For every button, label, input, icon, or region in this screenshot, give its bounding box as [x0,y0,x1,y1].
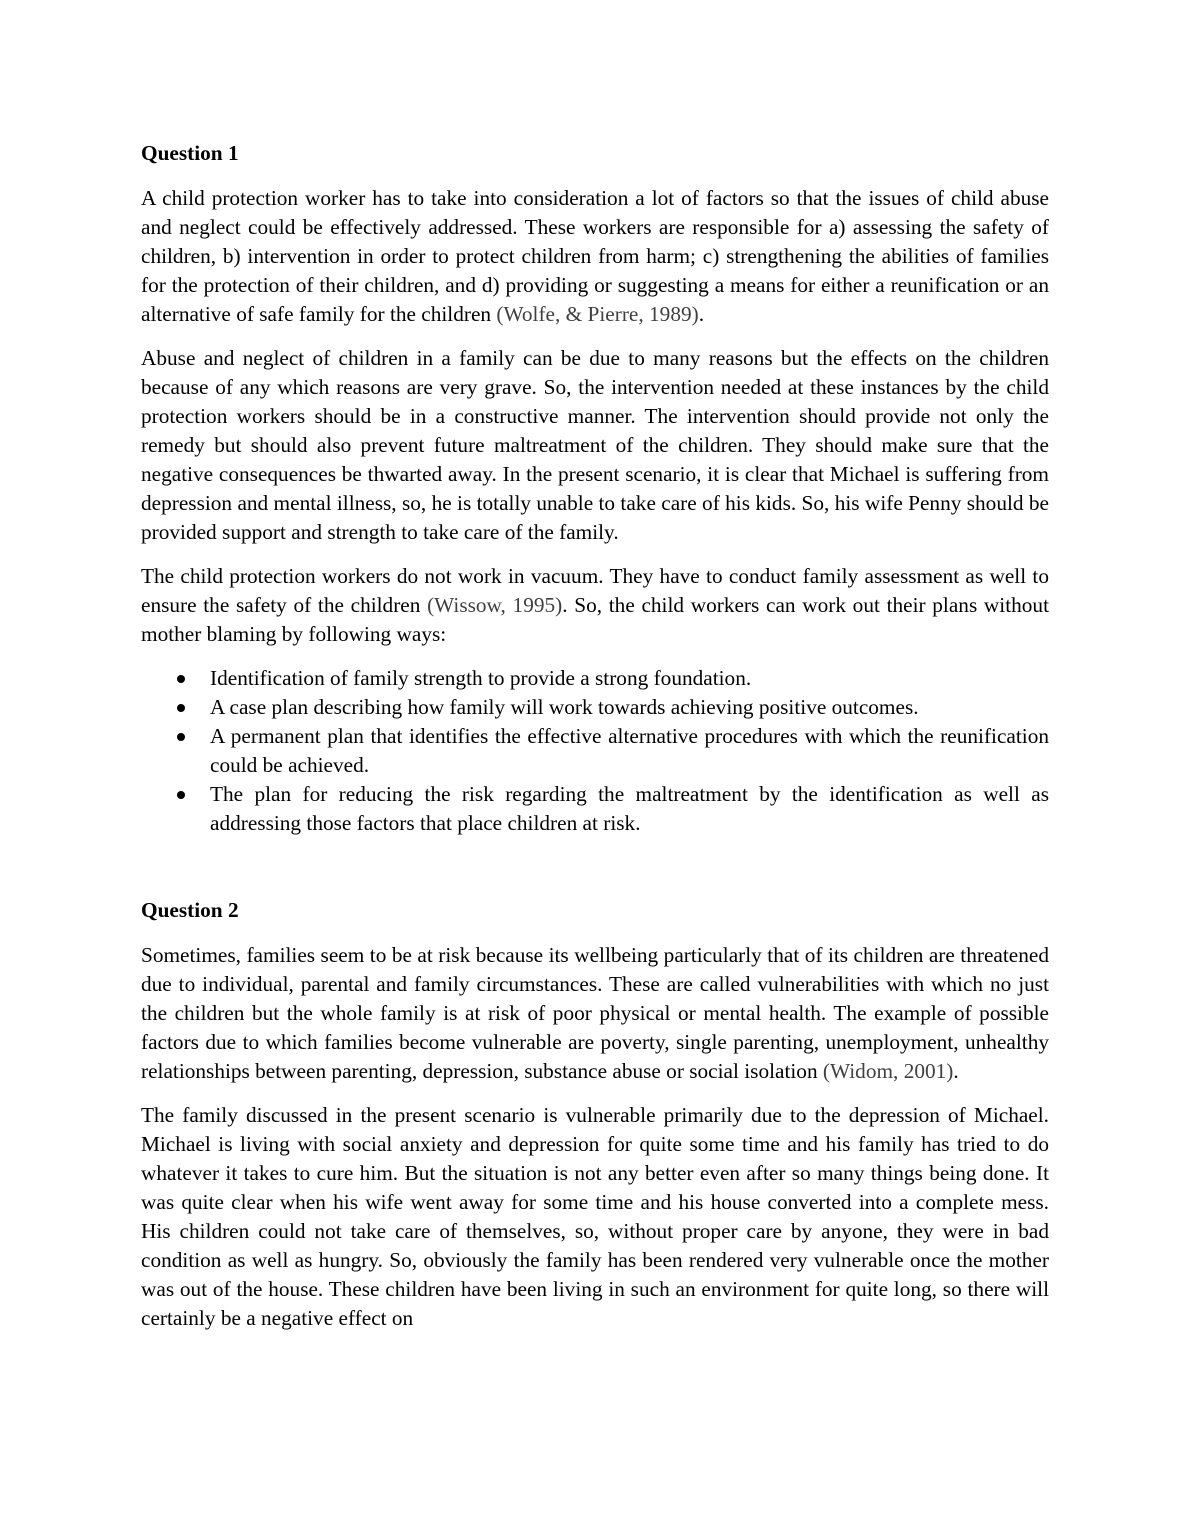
question-1-section [141,139,1049,838]
bullet-icon [177,791,185,799]
paragraph-text-end: . So, the child workers can work out their plans without mother blaming by following ways: [141,593,1049,646]
strategy-bullet-list [141,664,1049,838]
question-2-heading: Question 2 [141,898,239,922]
citation: (Wolfe, & Pierre, 1989) [496,302,699,326]
paragraph-text: The child protection workers do not work in vacuum. They have to conduct family assessment as well to ensure the safety of the children [141,564,1049,617]
bullet-icon [177,704,185,712]
list-item-text: Identification of family strength to provide a strong foundation. [210,666,752,690]
question-1-heading: Question 1 [141,141,239,165]
list-item-text: A case plan describing how family will work towards achieving positive outcomes. [210,695,919,719]
citation: (Widom, 2001) [822,1059,954,1083]
section-spacer [141,838,1049,896]
question-2-paragraph-1 [141,941,1049,1086]
document-page [141,139,1049,1348]
list-item-text: A permanent plan that identifies the effective alternative procedures with which the reunification could be achieved. [210,724,1049,777]
list-item [141,722,1049,780]
bullet-icon [177,733,185,741]
list-item [141,780,1049,838]
list-item [141,664,1049,693]
question-1-paragraph-3 [141,562,1049,649]
question-1-paragraph-1 [141,184,1049,329]
paragraph-text-end: . [953,1059,959,1083]
paragraph-text: Sometimes, families seem to be at risk because its wellbeing particularly that of its children are threatened due to individual, parental and family circumstances. These are called vulnerabilities with which no just the children but the whole family is at risk of poor physical or mental health. The example of possible factors due to which families become vulnerable are poverty, single parenting, unemployment, unhealthy relationships between parenting, depression, substance abuse or social isolation [141,943,1049,1083]
list-item [141,693,1049,722]
paragraph-text: A child protection worker has to take into consideration a lot of factors so that the issues of child abuse and neglect could be effectively addressed. These workers are responsible for a) assessing the safety of children, b) intervention in order to protect children from harm; c) strengthening the abilities of families for the protection of their children, and d) providing or suggesting a means for either a reunification or an alternative of safe family for the children [141,186,1049,326]
list-item-text: The plan for reducing the risk regarding the maltreatment by the identification as well as addressing those factors that place children at risk. [210,782,1049,835]
question-2-section [141,896,1049,1333]
bullet-icon [177,675,185,683]
paragraph-text-end: . [698,302,705,326]
question-2-paragraph-2: The family discussed in the present scenario is vulnerable primarily due to the depression of Michael. Michael is living with social anxiety and depression for quite some time and his family has tried to do whatever it takes to cure him. But the situation is not any better even after so many things being done. It was quite clear when his wife went away for some time and his house converted into a complete mess. His children could not take care of themselves, so, without proper care by anyone, they were in bad condition as well as hungry. So, obviously the family has been rendered very vulnerable once the mother was out of the house. These children have been living in such an environment for quite long, so there will certainly be a negative effect on [141,1103,1049,1330]
citation: (Wissow, 1995) [427,593,563,617]
question-1-paragraph-2: Abuse and neglect of children in a family can be due to many reasons but the effects on the children because of any which reasons are very grave. So, the intervention needed at these instances by the child protection workers should be in a constructive manner. The intervention should provide not only the remedy but should also prevent future maltreatment of the children. They should make sure that the negative consequences be thwarted away. In the present scenario, it is clear that Michael is suffering from depression and mental illness, so, he is totally unable to take care of his kids. So, his wife Penny should be provided support and strength to take care of the family. [141,346,1049,544]
